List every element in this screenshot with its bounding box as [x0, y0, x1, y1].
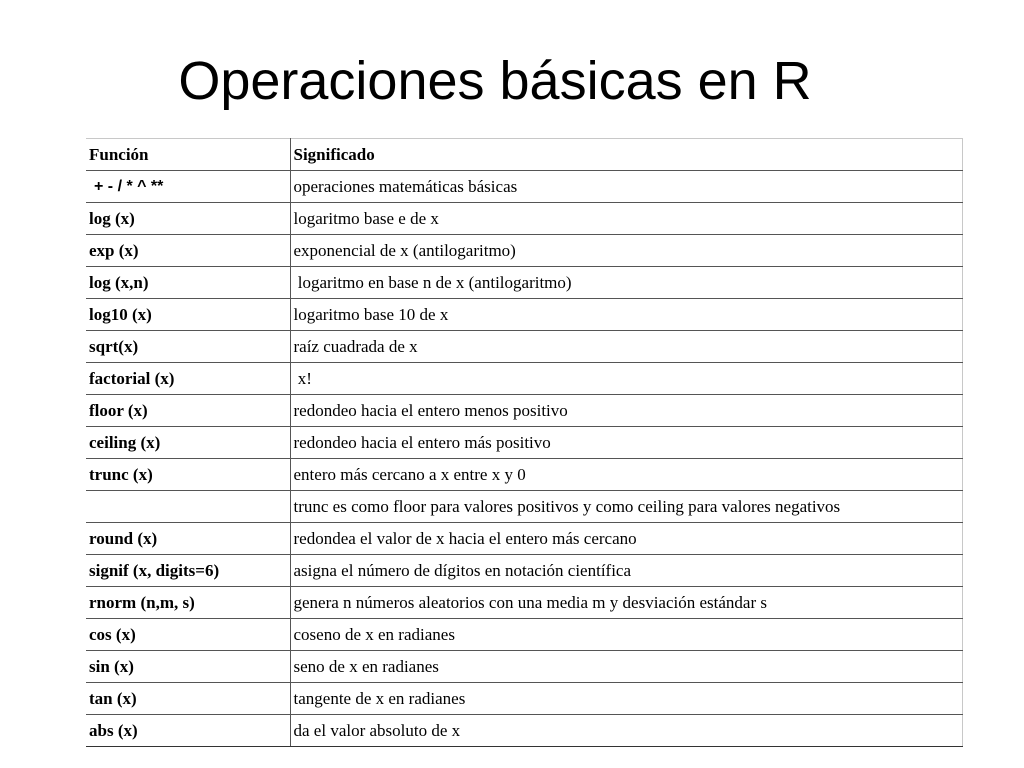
significado-cell: trunc es como floor para valores positivos y como ceiling para valores negativos: [290, 491, 962, 523]
table-row: [86, 619, 962, 651]
funcion-cell: + - / * ^ **: [86, 171, 290, 203]
table-row: [86, 459, 962, 491]
significado-cell: operaciones matemáticas básicas: [290, 171, 962, 203]
funcion-cell: floor (x): [86, 395, 290, 427]
significado-cell: redondeo hacia el entero menos positivo: [290, 395, 962, 427]
funcion-cell: abs (x): [86, 715, 290, 747]
funcion-cell: [86, 491, 290, 523]
significado-cell: redondea el valor de x hacia el entero más cercano: [290, 523, 962, 555]
table-row: [86, 203, 962, 235]
table-row: [86, 235, 962, 267]
functions-table-container: [86, 138, 962, 747]
header-funcion: Función: [86, 139, 290, 171]
table-row: [86, 683, 962, 715]
funcion-cell: tan (x): [86, 683, 290, 715]
significado-cell: logaritmo base 10 de x: [290, 299, 962, 331]
table-row: [86, 331, 962, 363]
significado-cell: da el valor absoluto de x: [290, 715, 962, 747]
funcion-cell: exp (x): [86, 235, 290, 267]
significado-cell: redondeo hacia el entero más positivo: [290, 427, 962, 459]
funcion-cell: cos (x): [86, 619, 290, 651]
funcion-cell: log10 (x): [86, 299, 290, 331]
funcion-cell: signif (x, digits=6): [86, 555, 290, 587]
significado-cell: seno de x en radianes: [290, 651, 962, 683]
funcion-cell: sqrt(x): [86, 331, 290, 363]
significado-cell: logaritmo base e de x: [290, 203, 962, 235]
funcion-cell: round (x): [86, 523, 290, 555]
significado-cell: raíz cuadrada de x: [290, 331, 962, 363]
table-row: [86, 555, 962, 587]
table-row: [86, 491, 962, 523]
header-significado: Significado: [290, 139, 962, 171]
funcion-cell: sin (x): [86, 651, 290, 683]
table-row: [86, 587, 962, 619]
significado-cell: exponencial de x (antilogaritmo): [290, 235, 962, 267]
table-row: [86, 651, 962, 683]
significado-cell: tangente de x en radianes: [290, 683, 962, 715]
table-row: [86, 267, 962, 299]
table-row: [86, 395, 962, 427]
significado-cell: logaritmo en base n de x (antilogaritmo): [290, 267, 962, 299]
funcion-cell: trunc (x): [86, 459, 290, 491]
table-row: [86, 363, 962, 395]
slide-title: Operaciones básicas en R: [178, 51, 812, 111]
significado-cell: x!: [290, 363, 962, 395]
significado-cell: genera n números aleatorios con una media m y desviación estándar s: [290, 587, 962, 619]
significado-cell: coseno de x en radianes: [290, 619, 962, 651]
funcion-cell: factorial (x): [86, 363, 290, 395]
funcion-cell: log (x,n): [86, 267, 290, 299]
funcion-cell: log (x): [86, 203, 290, 235]
table-row: [86, 171, 962, 203]
table-row: [86, 299, 962, 331]
table-row: [86, 715, 962, 747]
significado-cell: asigna el número de dígitos en notación científica: [290, 555, 962, 587]
funcion-cell: rnorm (n,m, s): [86, 587, 290, 619]
significado-cell: entero más cercano a x entre x y 0: [290, 459, 962, 491]
functions-table: [86, 138, 963, 747]
funcion-cell: ceiling (x): [86, 427, 290, 459]
table-row: [86, 523, 962, 555]
table-row: [86, 427, 962, 459]
table-header-row: [86, 139, 962, 171]
